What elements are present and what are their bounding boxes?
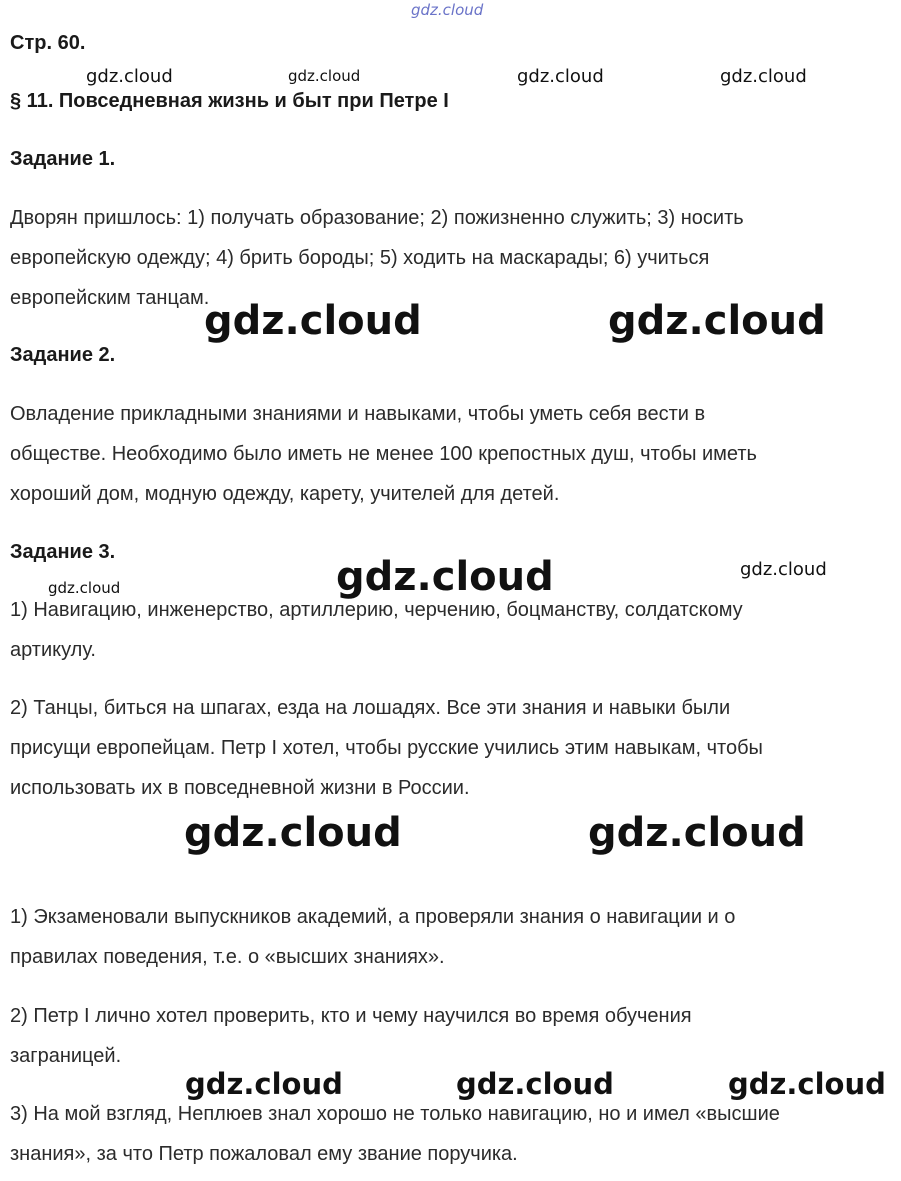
watermark: gdz.cloud [48,579,121,597]
text-line: обществе. Необходимо было иметь не менее 100 крепостных душ, чтобы иметь [10,443,757,465]
page-reference: Стр. 60. [10,32,86,54]
watermark: gdz.cloud [588,810,806,856]
text-line: 1) Экзаменовали выпускников академий, а проверяли знания о навигации и о [10,906,736,928]
watermark: gdz.cloud [86,66,173,87]
task3-item2 [10,688,763,808]
watermark: gdz.cloud [336,554,554,600]
watermark: gdz.cloud [720,66,807,87]
text-line: 3) На мой взгляд, Неплюев знал хорошо не только навигацию, но и имел «высшие [10,1103,780,1125]
watermark: gdz.cloud [517,66,604,87]
text-line: артикулу. [10,639,96,661]
task3-item1 [10,590,743,670]
top-watermark: gdz.cloud [411,1,484,19]
task2-heading: Задание 2. [10,344,116,366]
text-line: использовать их в повседневной жизни в России. [10,777,470,799]
watermark: gdz.cloud [185,1067,343,1101]
text-line: 2) Танцы, биться на шпагах, езда на лошадях. Все эти знания и навыки были [10,697,731,719]
text-line: хороший дом, модную одежду, карету, учителей для детей. [10,483,560,505]
task3-heading: Задание 3. [10,541,116,563]
watermark: gdz.cloud [728,1067,886,1101]
task4-item2 [10,996,692,1076]
section-title: § 11. Повседневная жизнь и быт при Петре I [10,90,449,112]
watermark: gdz.cloud [740,559,827,580]
text-line: 1) Навигацию, инженерство, артиллерию, черчению, боцманству, солдатскому [10,599,743,621]
text-line: европейским танцам. [10,287,210,309]
text-line: 2) Петр I лично хотел проверить, кто и чему научился во время обучения [10,1005,692,1027]
text-line: Дворян пришлось: 1) получать образование; 2) пожизненно служить; 3) носить [10,207,744,229]
watermark: gdz.cloud [204,298,422,344]
text-line: заграницей. [10,1045,122,1067]
watermark: gdz.cloud [456,1067,614,1101]
text-line: знания», за что Петр пожаловал ему звание поручика. [10,1143,518,1165]
task2-text [10,394,757,514]
text-line: присущи европейцам. Петр I хотел, чтобы русские учились этим навыкам, чтобы [10,737,763,759]
text-line: правилах поведения, т.е. о «высших знаниях». [10,946,445,968]
watermark: gdz.cloud [288,67,361,85]
task1-heading: Задание 1. [10,148,116,170]
watermark: gdz.cloud [184,810,402,856]
text-line: европейскую одежду; 4) брить бороды; 5) ходить на маскарады; 6) учиться [10,247,710,269]
watermark: gdz.cloud [608,298,826,344]
task4-item1 [10,897,735,977]
task4-item3 [10,1094,780,1174]
text-line: Овладение прикладными знаниями и навыками, чтобы уметь себя вести в [10,403,706,425]
